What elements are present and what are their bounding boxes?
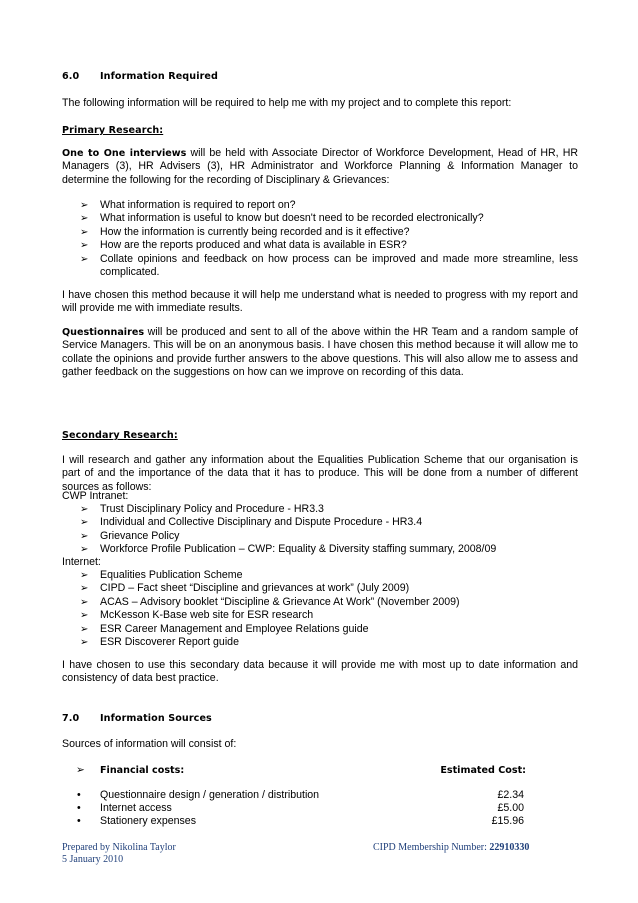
arrow-bullet-icon: ➢	[80, 213, 89, 225]
bullet-icon: •	[77, 789, 81, 801]
arrow-bullet-icon: ➢	[80, 623, 89, 635]
internet-sources-list	[62, 569, 578, 649]
list-item: ➢ How the information is currently being recorded and is it effective?	[80, 225, 410, 238]
interview-questions-list	[62, 199, 578, 279]
secondary-intro-paragraph: I will research and gather any information about the Equalities Publication Scheme that our organisation is part of and the importance of the data that it has to produce. This will be done from a number of different sources as follows:	[62, 454, 578, 493]
footer-author	[62, 842, 176, 866]
arrow-bullet-icon: ➢	[80, 530, 89, 542]
bullet-icon: •	[77, 815, 81, 827]
method-reason-paragraph: I have chosen this method because it will help me understand what is needed to progress with my report and will provide me with immediate results.	[62, 289, 578, 315]
footer-date: 5 January 2010	[62, 854, 124, 865]
list-item: ➢ ESR Career Management and Employee Relations guide	[80, 622, 369, 635]
arrow-bullet-icon: ➢	[80, 253, 89, 265]
arrow-bullet-icon: ➢	[80, 544, 89, 556]
arrow-bullet-icon: ➢	[80, 570, 89, 581]
arrow-bullet-icon: ➢	[80, 610, 89, 622]
list-item: ➢ Grievance Policy	[80, 529, 180, 542]
secondary-reason-paragraph: I have chosen to use this secondary data because it will provide me with most up to date information and consistency of data best practice.	[62, 659, 578, 685]
list-item: ➢ ACAS – Advisory booklet “Discipline & Grievance At Work” (November 2009)	[80, 595, 460, 608]
membership-number: 22910330	[489, 842, 530, 853]
section-6-heading	[62, 70, 578, 83]
section-6-number: 6.0	[62, 71, 80, 82]
list-item: ➢ What information is useful to know but doesn't need to be recorded electronically?	[80, 212, 484, 225]
arrow-bullet-icon: ➢	[80, 583, 89, 595]
internet-label: Internet:	[62, 556, 101, 568]
section-7-title: Information Sources	[100, 713, 212, 724]
primary-research-heading: Primary Research:	[62, 125, 164, 136]
membership-label: CIPD Membership Number:	[373, 842, 490, 853]
list-item: ➢ Individual and Collective Disciplinary and Dispute Procedure - HR3.4	[80, 516, 423, 529]
bullet-icon: •	[77, 802, 81, 814]
arrow-bullet-icon: ➢	[80, 200, 89, 211]
interviews-lead: One to One interviews	[62, 148, 187, 159]
list-item: ➢ Collate opinions and feedback on how process can be improved and made more streamline, less complicated.	[80, 252, 578, 279]
interviews-text: will be held with Associate Director of Workforce Development, Head of HR, HR Managers (3), HR Advisers (3), HR Administrator and Workforce Planning & Information Manager to determine the following for the recording of Disciplinary & Grievances:	[62, 147, 579, 186]
list-item: ➢ How are the reports produced and what data is available in ESR?	[80, 239, 407, 252]
arrow-bullet-icon: ➢	[80, 240, 89, 252]
section-7-number: 7.0	[62, 713, 80, 724]
arrow-bullet-icon: ➢	[80, 517, 89, 529]
estimated-cost-label: Estimated Cost:	[440, 765, 526, 776]
section-7-intro: Sources of information will consist of:	[62, 738, 237, 750]
arrow-bullet-icon: ➢	[80, 226, 89, 238]
arrow-bullet-icon: ➢	[76, 764, 85, 776]
list-item: ➢ CIPD – Fact sheet “Discipline and grievances at work” (July 2009)	[80, 582, 410, 595]
cwp-intranet-label: CWP Intranet:	[62, 490, 129, 502]
arrow-bullet-icon: ➢	[80, 596, 89, 608]
questionnaires-text: will be produced and sent to all of the above within the HR Team and a random sample of Service Managers. This will be on an anonymous basis. I have chosen this method because it will allow me to collate the opinions and provide further answers to the above questions. This will also allow me to assess and gather feedback on the suggestions on how can we improve on recording of this data.	[62, 326, 578, 379]
prepared-by: Prepared by Nikolina Taylor	[62, 842, 176, 853]
financial-costs-label: Financial costs:	[100, 765, 185, 776]
list-item: ➢ McKesson K-Base web site for ESR research	[80, 609, 314, 622]
list-item: ➢ Workforce Profile Publication – CWP: Equality & Diversity staffing summary, 2008/09	[80, 543, 497, 556]
section-6-intro: The following information will be required to help me with my project and to complete this report:	[62, 97, 512, 109]
interviews-paragraph	[62, 147, 578, 187]
section-7-heading	[62, 712, 578, 725]
list-item: ➢ Equalities Publication Scheme	[80, 569, 243, 581]
arrow-bullet-icon: ➢	[80, 637, 89, 649]
questionnaires-lead: Questionnaires	[62, 327, 145, 338]
list-item: ➢ What information is required to report on?	[80, 199, 296, 211]
secondary-research-heading: Secondary Research:	[62, 430, 178, 441]
list-item: ➢ ESR Discoverer Report guide	[80, 636, 239, 649]
footer-membership	[373, 842, 529, 854]
questionnaires-paragraph	[62, 326, 578, 380]
arrow-bullet-icon: ➢	[80, 504, 89, 515]
section-6-title: Information Required	[100, 71, 218, 82]
list-item: ➢ Trust Disciplinary Policy and Procedure - HR3.3	[80, 503, 324, 515]
cwp-sources-list	[62, 503, 578, 557]
